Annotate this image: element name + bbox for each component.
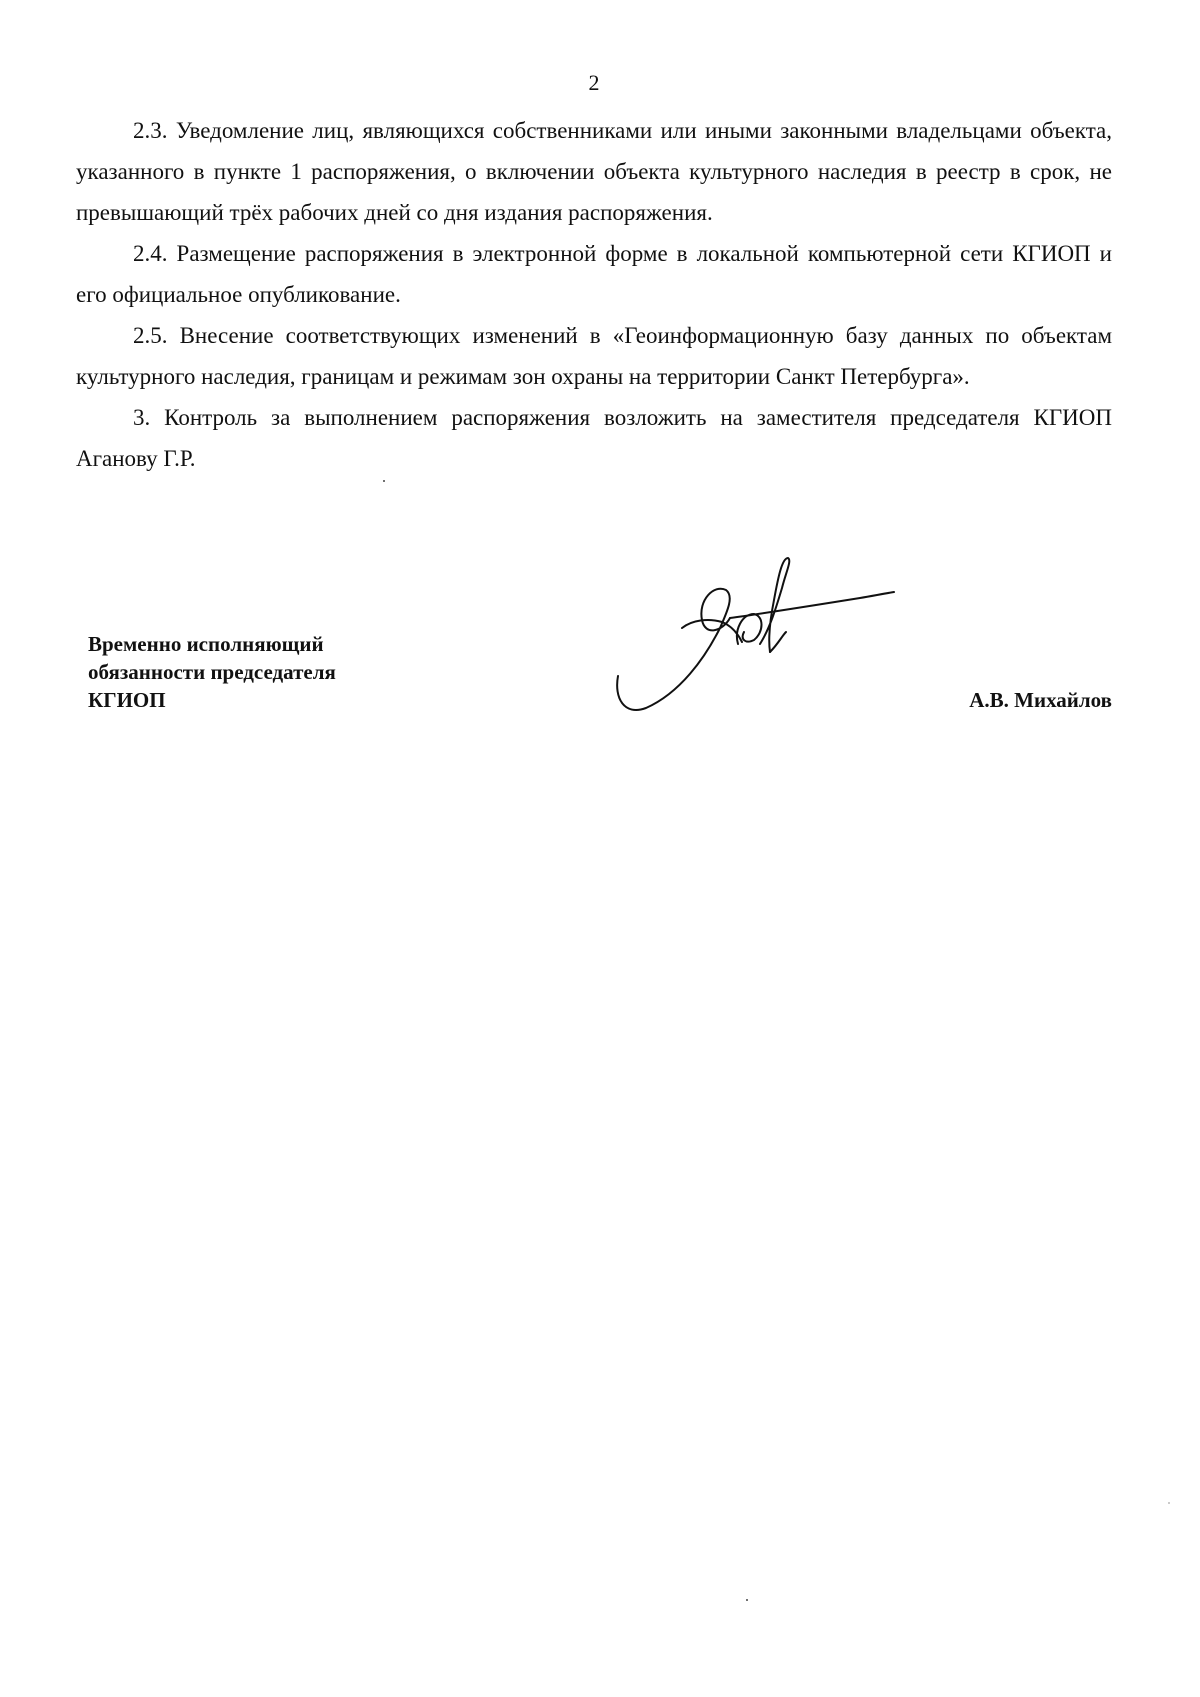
page-number: 2: [588, 70, 600, 95]
paragraph-2-4: 2.4. Размещение распоряжения в электронной форме в локальной компьютерной сети КГИОП и его официальное опубликование.: [76, 241, 1112, 307]
handwritten-signature: [610, 548, 900, 718]
position-line: Временно исполняющий: [88, 632, 324, 656]
paragraph-3: 3. Контроль за выполнением распоряжения возложить на заместителя председателя КГИОП Аганову Г.Р.: [76, 405, 1112, 471]
position-line: обязанности председателя: [88, 660, 336, 684]
paragraph-2-3: 2.3. Уведомление лиц, являющихся собственниками или иными законными владельцами объекта, указанного в пункте 1 распоряжения, о включении объекта культурного наследия в реестр в срок, не превышающий трёх рабочих дней со дня издания распоряжения.: [76, 118, 1112, 225]
signatory-position: [88, 630, 336, 714]
paragraph-2-5: 2.5. Внесение соответствующих изменений в «Геоинформационную базу данных по объектам культурного наследия, границам и режимам зон охраны на территории Санкт Петербурга».: [76, 323, 1112, 389]
position-line: КГИОП: [88, 688, 166, 712]
scan-speck: [383, 480, 385, 482]
document-body: [76, 110, 1112, 479]
scan-speck: [746, 1599, 748, 1601]
signer-name: А.В. Михайлов: [969, 688, 1112, 712]
scan-speck: [1168, 1502, 1170, 1504]
